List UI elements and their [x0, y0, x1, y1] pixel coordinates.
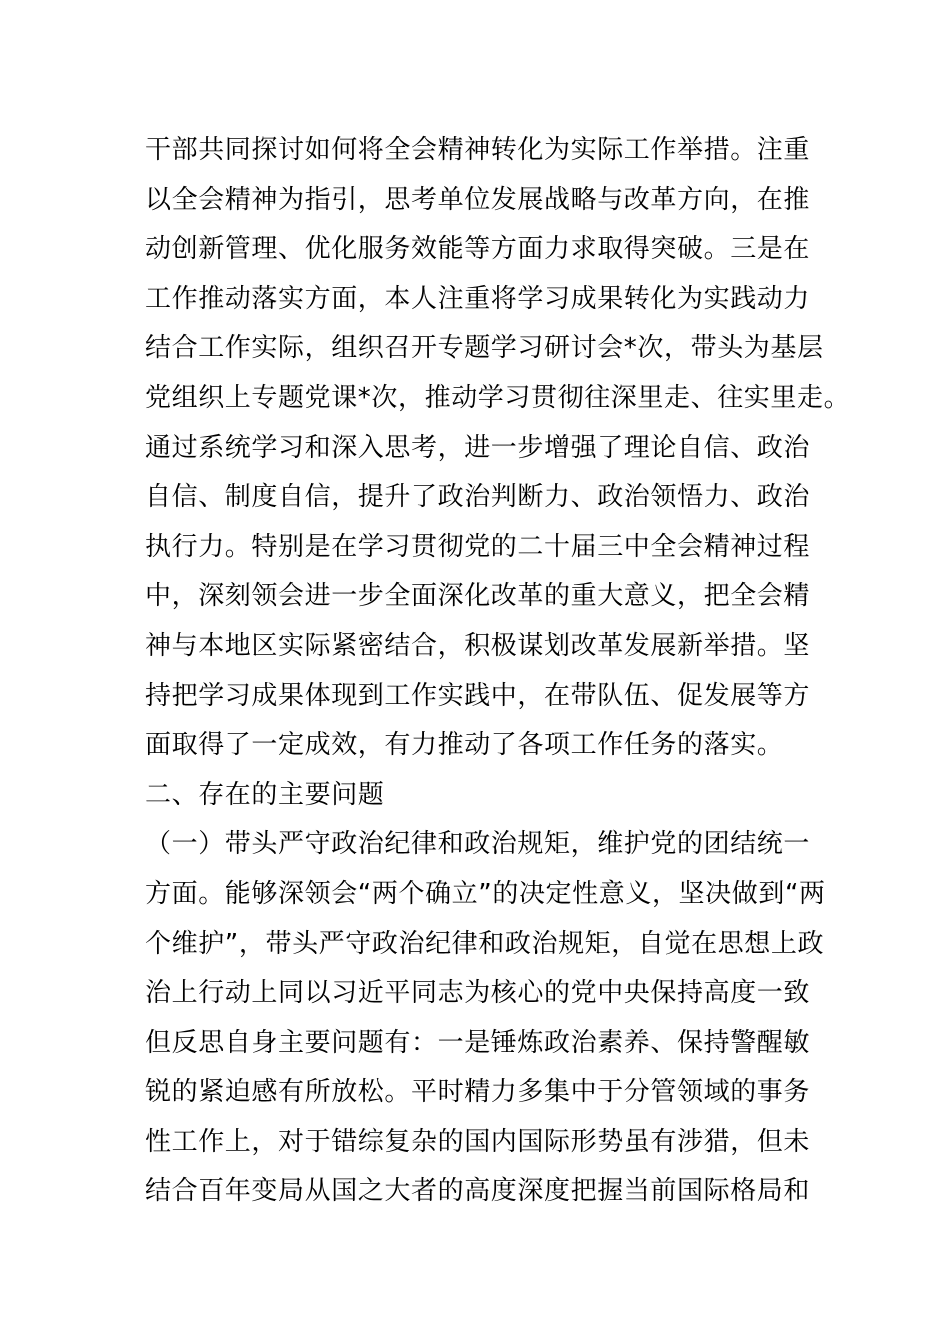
- text-line: 但反思自身主要问题有：一是锤炼政治素养、保持警醒敏: [145, 1027, 811, 1058]
- text-line: 治上行动上同以习近平同志为核心的党中央保持高度一致: [145, 978, 811, 1009]
- section-heading: 二、存在的主要问题: [145, 779, 385, 810]
- text-line: 执行力。特别是在学习贯彻党的二十届三中全会精神过程: [145, 531, 811, 562]
- text-line: 性工作上，对于错综复杂的国内国际形势虽有涉猎，但未: [145, 1126, 811, 1157]
- text-line: 以全会精神为指引，思考单位发展战略与改革方向，在推: [145, 184, 811, 215]
- text-line: 中，深刻领会进一步全面深化改革的重大意义，把全会精: [145, 581, 811, 612]
- text-line: 干部共同探讨如何将全会精神转化为实际工作举措。注重: [145, 135, 811, 165]
- text-line: 个维护”，带头严守政治纪律和政治规矩，自觉在思想上政: [145, 928, 825, 959]
- text-line: 持把学习成果体现到工作实践中，在带队伍、促发展等方: [145, 680, 811, 711]
- text-line: 结合工作实际，组织召开专题学习研讨会*次，带头为基层: [145, 333, 824, 364]
- text-line: 通过系统学习和深入思考，进一步增强了理论自信、政治: [145, 432, 811, 463]
- text-line: 自信、制度自信，提升了政治判断力、政治领悟力、政治: [145, 482, 811, 513]
- document-body: [145, 126, 945, 1217]
- text-line: 方面。能够深领会“两个确立”的决定性意义，坚决做到“两: [145, 878, 826, 909]
- text-line: 党组织上专题党课*次，推动学习贯彻往深里走、往实里走。: [145, 382, 851, 413]
- text-line: 结合百年变局从国之大者的高度深度把握当前国际格局和: [145, 1176, 811, 1207]
- text-line: 工作推动落实方面，本人注重将学习成果转化为实践动力: [145, 283, 811, 314]
- text-line: （一）带头严守政治纪律和政治规矩，维护党的团结统一: [145, 829, 811, 860]
- text-line: 动创新管理、优化服务效能等方面力求取得突破。三是在: [145, 234, 811, 265]
- text-line: 锐的紧迫感有所放松。平时精力多集中于分管领域的事务: [145, 1077, 811, 1108]
- text-line: 面取得了一定成效，有力推动了各项工作任务的落实。: [145, 730, 784, 761]
- text-line: 神与本地区实际紧密结合，积极谋划改革发展新举措。坚: [145, 630, 811, 661]
